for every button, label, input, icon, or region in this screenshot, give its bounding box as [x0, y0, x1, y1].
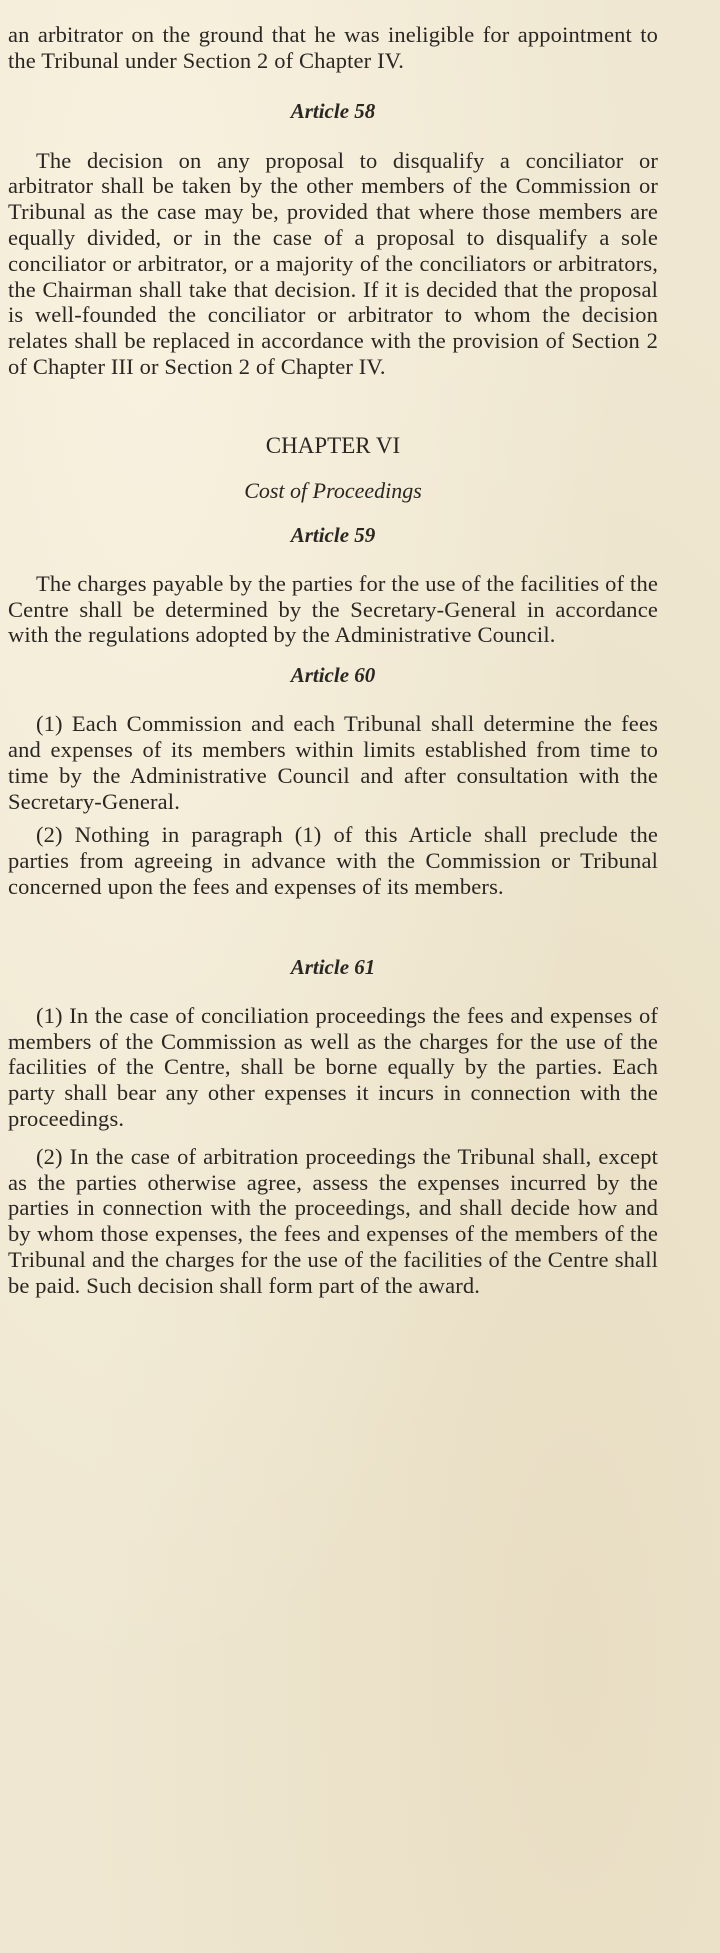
article-61-heading: Article 61 — [290, 954, 376, 979]
article-61-paragraph-2: (2) In the case of arbitration proceedings the Tribunal shall, except as the parties otherwise agree, assess the expenses incurred by the parties in connection with the proceedings, and shall decide how and by whom those expenses, the fees and expenses of the members of the Tribunal and the charges for the use of the facilities of the Centre shall be paid. Such decision shall form part of the award. — [8, 1143, 658, 1298]
article-60-paragraph-2: (2) Nothing in paragraph (1) of this Article shall preclude the parties from agreeing in advance with the Commission or Tribunal concerned upon the fees and expenses of its members. — [8, 822, 658, 899]
intro-paragraph: an arbitrator on the ground that he was ineligible for appointment to the Tribunal under Section 2 of Chapter IV. — [8, 22, 658, 73]
article-60-paragraph-1: (1) Each Commission and each Tribunal shall determine the fees and expenses of its members within limits established from time to time by the Administrative Council and after consultation with the Secretary-General. — [8, 711, 658, 814]
article-61-paragraph-1: (1) In the case of conciliation proceedings the fees and expenses of members of the Commission as well as the charges for the use of the facilities of the Centre, shall be borne equally by the parties. Each party shall bear any other expenses it incurs in connection with the proceedings. — [8, 1002, 658, 1131]
article-59-heading: Article 59 — [290, 522, 376, 547]
article-58-text: The decision on any proposal to disqualify a conciliator or arbitrator shall be taken by the other members of the Commission or Tribunal as the case may be, provided that where those members are equally divided, or in the case of a proposal to disqualify a sole conciliator or arbitrator, or a majority of the conciliators or arbitrators, the Chairman shall take that decision. If it is decided that the proposal is well-founded the conciliator or arbitrator to whom the decision relates shall be replaced in accordance with the provision of Section 2 of Chapter III or Section 2 of Chapter IV. — [8, 147, 658, 379]
chapter-title: CHAPTER VI — [265, 432, 401, 458]
chapter-subtitle: Cost of Proceedings — [244, 477, 422, 503]
article-58-heading: Article 58 — [290, 98, 376, 123]
article-59-text: The charges payable by the parties for the use of the facilities of the Centre shall be determined by the Secretary-General in accordance with the regulations adopted by the Administrative Council. — [8, 570, 658, 648]
article-60-heading: Article 60 — [290, 663, 376, 688]
